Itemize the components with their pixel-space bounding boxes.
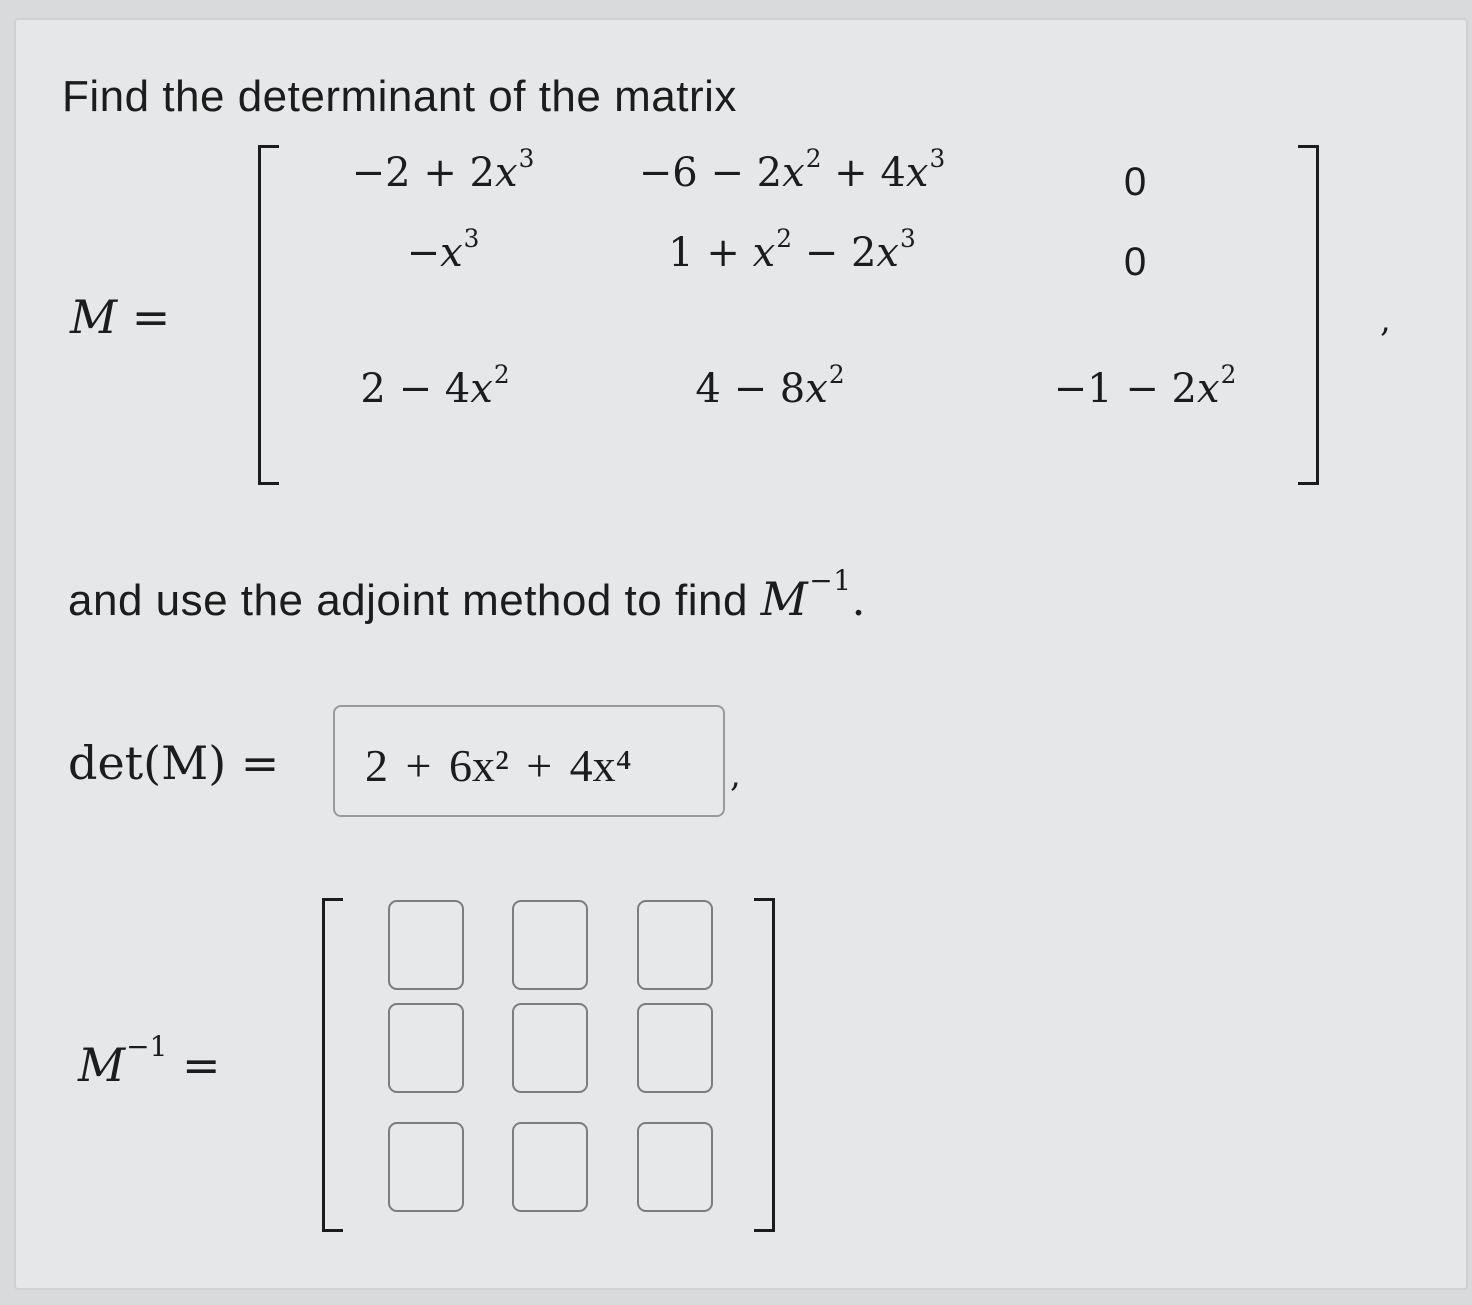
matrix-m-cell-2-3: 0	[1124, 240, 1147, 284]
question-prompt-line1: Find the determinant of the matrix	[62, 72, 737, 121]
inverse-entry-1-1[interactable]	[388, 900, 464, 990]
determinant-equals: =	[240, 736, 280, 790]
matrix-m-equals: =	[131, 290, 171, 344]
determinant-answer-input[interactable]	[333, 705, 725, 817]
inverse-entry-3-1[interactable]	[388, 1122, 464, 1212]
inverse-label	[78, 1029, 221, 1092]
determinant-trailing-comma: ,	[730, 755, 741, 795]
prompt-line2-superscript: −1	[809, 563, 852, 597]
matrix-m-trailing-comma: ,	[1380, 300, 1391, 340]
inverse-label-symbol: M	[78, 1038, 126, 1092]
matrix-m-cell-1-1: $-2 + 2x^3$	[351, 144, 535, 196]
matrix-m-cell-3-3: $-1 - 2x^2$	[1053, 360, 1237, 412]
inverse-label-superscript: −1	[126, 1029, 168, 1063]
matrix-m-label	[70, 290, 170, 344]
question-panel	[14, 18, 1468, 1290]
matrix-m-cell-2-2: $1 + x^2 - 2x^3$	[668, 224, 916, 276]
matrix-m-cell-2-1: $-x^3$	[406, 224, 480, 276]
prompt-line2-period: .	[851, 575, 867, 626]
matrix-m-left-bracket	[258, 145, 279, 485]
matrix-m-cell-3-1: $2 - 4x^2$	[360, 360, 510, 412]
inverse-left-bracket	[322, 898, 343, 1232]
inverse-entry-1-2[interactable]	[512, 900, 588, 990]
inverse-entry-3-2[interactable]	[512, 1122, 588, 1212]
inverse-entry-2-2[interactable]	[512, 1003, 588, 1093]
prompt-line2-text: and use the adjoint method to find	[68, 576, 748, 625]
inverse-entry-2-3[interactable]	[637, 1003, 713, 1093]
matrix-m-cell-3-2: $4 - 8x^2$	[695, 360, 845, 412]
inverse-equals: =	[182, 1038, 221, 1092]
inverse-entry-3-3[interactable]	[637, 1122, 713, 1212]
prompt-line2-symbol: M	[760, 572, 809, 626]
matrix-m-right-bracket	[1298, 145, 1319, 485]
matrix-m-symbol: M	[70, 290, 118, 344]
inverse-right-bracket	[754, 898, 775, 1232]
matrix-m-cell-1-3: 0	[1124, 160, 1147, 204]
matrix-m-cell-1-2: $-6 - 2x^2 + 4x^3$	[638, 144, 946, 196]
inverse-entry-1-3[interactable]	[637, 900, 713, 990]
inverse-entry-2-1[interactable]	[388, 1003, 464, 1093]
determinant-label-text: det(M)	[68, 736, 227, 790]
determinant-label	[68, 736, 279, 790]
determinant-answer-value: 2 + 6x² + 4x⁴	[365, 740, 632, 791]
question-prompt-line2	[68, 563, 867, 626]
